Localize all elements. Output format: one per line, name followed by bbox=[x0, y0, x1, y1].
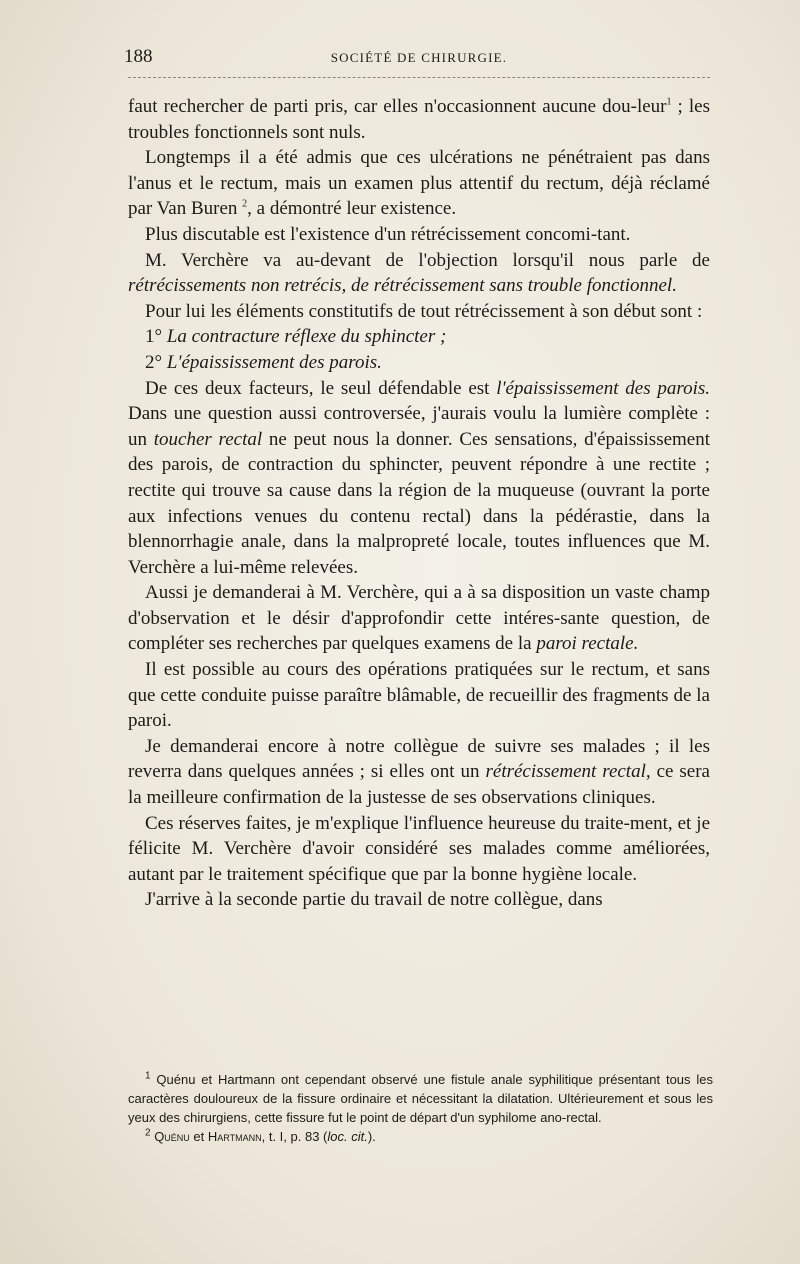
list-item-2: 2° L'épaississement des parois. bbox=[145, 351, 382, 373]
author-name: Quénu bbox=[154, 1129, 190, 1144]
footnote-2: $^2$ Quénu et Hartmann, t. I, p. 83 (loc. cit.). bbox=[145, 1127, 376, 1144]
paragraph-13: J'arrive à la seconde partie du travail de notre collègue, dans bbox=[145, 889, 603, 911]
emphasis-text: rétrécissement rectal, bbox=[485, 761, 651, 783]
footnotes bbox=[128, 1070, 713, 1146]
paragraph-3: Plus discutable est l'existence d'un rétrécissement concomi-tant. bbox=[145, 223, 631, 245]
running-title: SOCIÉTÉ DE CHIRURGIE. bbox=[330, 50, 508, 65]
paragraph-12: Ces réserves faites, je m'explique l'influence heureuse du traite-ment, et je félicite M. Verchère d'avoir considéré ses malades comme améliorées, autant par le traitement spécifique que par la bonne hygiène locale. bbox=[128, 812, 710, 885]
footnote-ref-2[interactable]: 2 bbox=[242, 199, 248, 211]
emphasis-text: rétrécissements non retrécis, de rétrécissement sans trouble fonctionnel. bbox=[128, 275, 677, 297]
paragraph-11: Je demanderai encore à notre collègue de suivre ses malades ; il les reverra dans quelques années ; si elles ont un rétrécissement rectal, ce sera la meilleure confirmation de la justesse de ses observations cliniques. bbox=[128, 735, 710, 809]
paragraph-9: Aussi je demanderai à M. Verchère, qui a à sa disposition un vaste champ d'observation et le désir d'approfondir cette intéres-sante question, de compléter ses recherches par quelques examens de la paroi rectale. bbox=[128, 582, 710, 655]
list-item-1: 1° La contracture réflexe du sphincter ; bbox=[145, 326, 447, 348]
paragraph-5: Pour lui les éléments constitutifs de tout rétrécissement à son début sont : bbox=[145, 300, 703, 322]
paragraph-8: De ces deux facteurs, le seul défendable est l'épaississement des parois. Dans une question aussi controversée, j'aurais voulu la lumière complète : un toucher rectal ne peut nous la donner. Ces sensations, d'épaississement des parois, de contraction du sphincter, peuvent répondre à une rectite ; rectite qui trouve sa cause dans la région de la muqueuse (ouvrant la porte aux infections venues du contenu rectal) dans la pédérastie, dans la blennorrhagie anale, dans la malpropreté locale, toutes influences que M. Verchère a lui-même relevées. bbox=[128, 377, 711, 578]
page-number: 188 bbox=[124, 46, 153, 67]
emphasis-text: La contracture réflexe du sphincter ; bbox=[166, 326, 447, 348]
emphasis-text: L'épaississement des parois. bbox=[166, 351, 382, 373]
paragraph-1: faut rechercher de parti pris, car elles n'occasionnent aucune dou-leur$^1$ ; les troubles fonctionnels sont nuls. bbox=[128, 96, 710, 143]
body-text bbox=[128, 94, 710, 913]
footnote-mark-1: 1 bbox=[145, 1070, 151, 1082]
emphasis-text: toucher rectal bbox=[153, 428, 263, 450]
emphasis-text: loc. cit. bbox=[327, 1129, 368, 1144]
page-header bbox=[124, 44, 714, 74]
footnote-ref-1[interactable]: 1 bbox=[666, 96, 672, 108]
emphasis-text: l'épaississement des parois. bbox=[496, 377, 710, 399]
paragraph-2: Longtemps il a été admis que ces ulcérations ne pénétraient pas dans l'anus et le rectum, mais un examen plus attentif du rectum, déjà réclamé par Van Buren $^2$, a démontré leur existence. bbox=[128, 147, 710, 220]
footnote-mark-2: 2 bbox=[145, 1127, 151, 1139]
paragraph-10: Il est possible au cours des opérations pratiquées sur le rectum, et sans que cette conduite puisse paraître blâmable, de recueillir des fragments de la paroi. bbox=[128, 659, 710, 732]
paragraph-4: M. Verchère va au-devant de l'objection lorsqu'il nous parle de rétrécissements non retrécis, de rétrécissement sans trouble fonctionnel. bbox=[128, 249, 710, 297]
header-rule bbox=[128, 77, 710, 78]
author-name: Hartmann bbox=[207, 1129, 262, 1144]
emphasis-text: paroi rectale. bbox=[536, 633, 639, 655]
footnote-1: $^1$ Quénu et Hartmann ont cependant observé une fistule anale syphilitique présentant tous les caractères douloureux de la fissure ordinaire et nécessitant la dilatation. Ultérieurement et sous les yeux des chirurgiens, cette fissure fut le point de départ d'un syphilome ano-rectal. bbox=[128, 1070, 713, 1125]
